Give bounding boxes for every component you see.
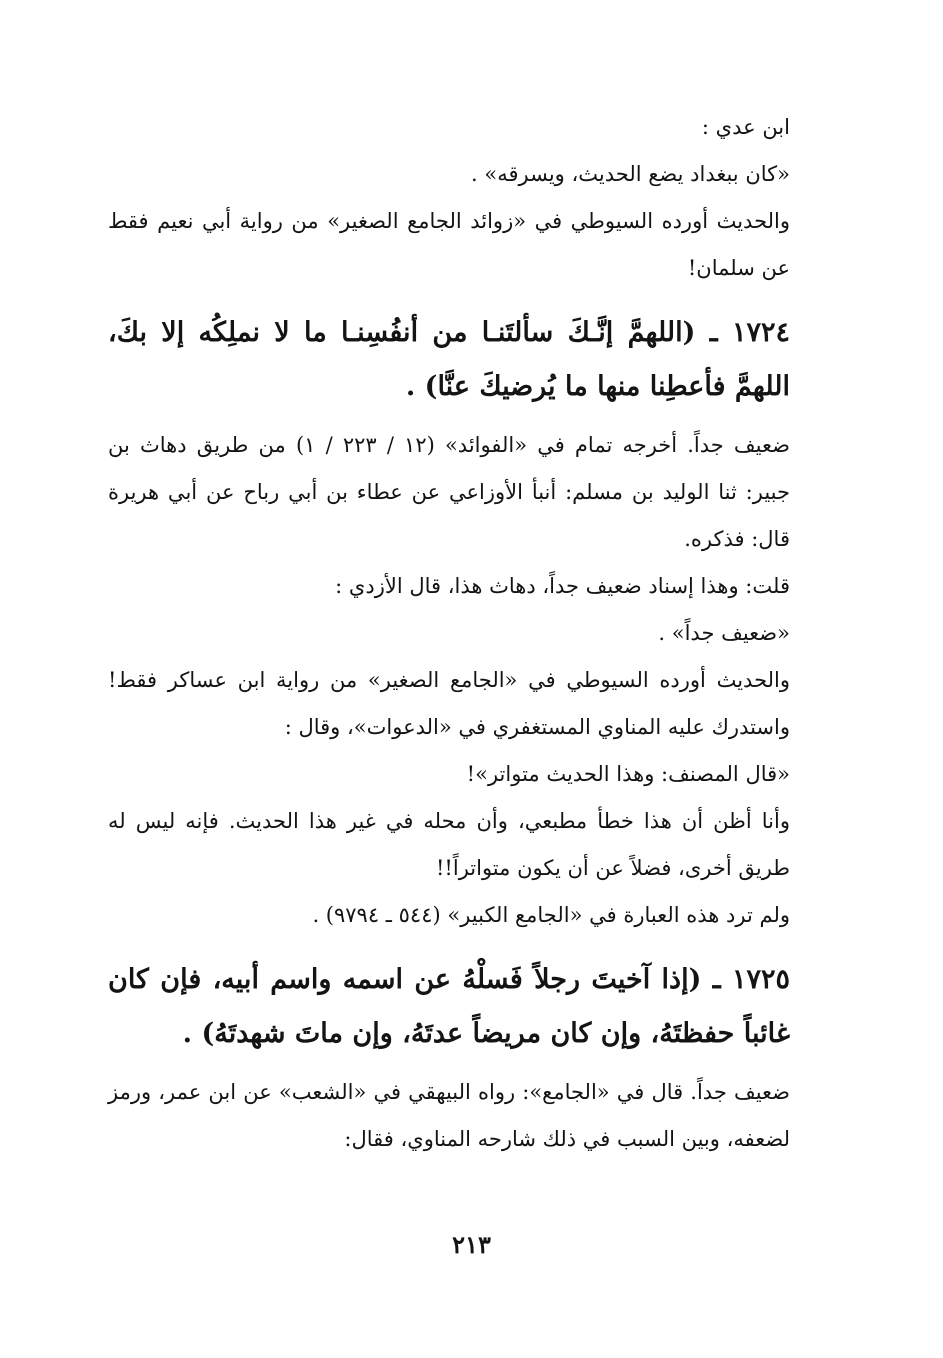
paragraph-takhrij-1724: ضعيف جداً. أخرجه تمام في «الفوائد» (١٢ / ٢٢٣ / ١) من طريق دهاث بن جبير: ثنا الوليد بن مسلم: أنبأ الأوزاعي عن عطاء بن أبي رباح عن أبي هريرة قال: فذكره. [108,433,790,551]
paragraph-azdi-quote: «ضعيف جداً» . [658,621,790,645]
page-body [108,104,838,1163]
paragraph-isnad-note: قلت: وهذا إسناد ضعيف جداً، دهاث هذا، قال الأزدي : [335,574,790,598]
paragraph-jami-kabir: ولم ترد هذه العبارة في «الجامع الكبير» (٥٤٤ ـ ٩٧٩٤) . [312,903,790,927]
paragraph-ibn-adi: ابن عدي : [701,115,790,139]
paragraph-musannif-quote: «قال المصنف: وهذا الحديث متواتر»! [466,762,790,786]
paragraph-takhrij-1725: ضعيف جداً. قال في «الجامع»: رواه البيهقي في «الشعب» عن ابن عمر، ورمز لضعفه، وبين السبب في ذلك شارحه المناوي، فقال: [108,1080,790,1151]
page-number: ٢١٣ [452,1230,491,1259]
hadith-1725: ١٧٢٥ ـ (إذا آخيتَ رجلاً فَسلْهُ عن اسمه واسم أبيه، فإن كان غائباً حفظتَهُ، وإن كان مريضاً عدتَهُ، وإن ماتَ شهدتَهُ) . [108,964,790,1049]
paragraph-suyuti-jami: والحديث أورده السيوطي في «الجامع الصغير» من رواية ابن عساكر فقط! واستدرك عليه المناوي المستغفري في «الدعوات»، وقال : [108,668,790,739]
paragraph-quote-baghdad: «كان ببغداد يضع الحديث، ويسرقه» . [471,162,790,186]
paragraph-printing-error: وأنا أظن أن هذا خطأ مطبعي، وأن محله في غير هذا الحديث. فإنه ليس له طريق أخرى، فضلاً عن أن يكون متواتراً!! [108,809,790,880]
paragraph-suyuti-zawaid: والحديث أورده السيوطي في «زوائد الجامع الصغير» من رواية أبي نعيم فقط عن سلمان! [108,209,790,280]
hadith-1724: ١٧٢٤ ـ (اللهمَّ إنَّـكَ سألتَنـا من أنفُسِنـا ما لا نملِكُه إلا بكَ، اللهمَّ فأعطِنا منها ما يُرضيكَ عنَّا) . [108,317,790,402]
